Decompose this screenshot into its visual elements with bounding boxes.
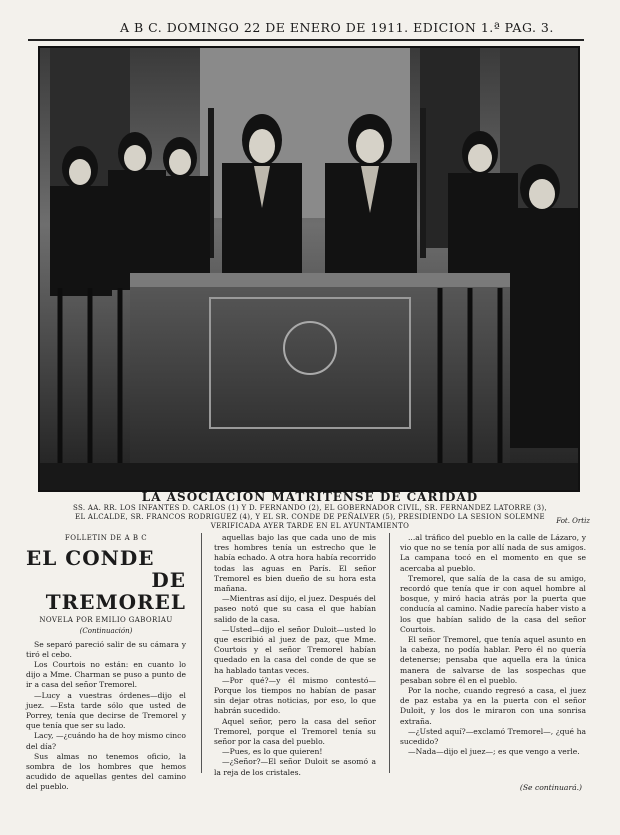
column-2 — [214, 533, 376, 783]
paragraph: —Nada—dijo el juez—; es que vengo a verle. — [408, 747, 580, 757]
column-3 — [400, 533, 586, 783]
continuation-label: (Continuación) — [79, 627, 133, 636]
paragraph: Lacy, —¿cuándo ha de hoy mismo cinco del día? — [26, 731, 186, 751]
novel-title — [26, 547, 186, 613]
column-1 — [26, 533, 186, 792]
novel-title-line1: EL CONDE — [26, 546, 155, 571]
caption-line: VERIFICADA AYER TARDE EN EL AYUNTAMIENTO — [210, 522, 410, 531]
photo-caption — [32, 490, 588, 532]
folletin-label: FOLLETIN DE A B C — [64, 534, 148, 542]
paragraph: —Pues, es lo que quieren! — [222, 747, 323, 757]
paragraph: Aquel señor, pero la casa del señor Tremorel, porque el Tremorel tenía su señor por la casa del pueblo. — [214, 716, 376, 747]
continued-note: (Se continuará.) — [519, 783, 582, 792]
paragraph: aquellas bajo las que cada uno de mis tres hombres tenía un estrecho que le había echado. A otra hora había recorrido todas las aguas en París. El señor Tremorel es bien dueño de su hora esta mañana. — [214, 533, 376, 594]
caption-line: SS. AA. RR. LOS INFANTES D. CARLOS (1) Y D. FERNANDO (2), EL GOBERNADOR CIVIL, SR. FERNANDEZ LATORRE (3), — [73, 504, 547, 512]
caption-line: EL ALCALDE, SR. FRANCOS RODRIGUEZ (4), Y EL SR. CONDE DE PEÑALVER (5), PRESIDIENDO LA SESION SOLEMNE — [75, 513, 545, 522]
novel-title-line2: DE TREMOREL — [45, 568, 186, 615]
paragraph: El señor Tremorel, que tenía aquel asunto en la cabeza, no podía hablar. Pero él no quería detenerse; pensaba que aquella era la única manera de salvarse de las sospechas que pesaban sobre él en el pueblo. — [400, 635, 586, 685]
paragraph: —Lucy a vuestras órdenes—dijo el juez. —Esta tarde sólo que usted de Porrey, tenía que decirse de Tremorel y que tenía que ser su lado. — [26, 690, 186, 731]
page-header: A B C. DOMINGO 22 DE ENERO DE 1911. EDICION 1.ª PAG. 3. — [120, 20, 554, 35]
paragraph: —Usted—dijo el señor Duloit—usted lo que escribió al juez de paz, que Mme. Courtois y el señor Tremorel habían quedado en la casa del conde de que se ha hablado tantas veces. — [214, 624, 376, 675]
paragraph: Se separó pareció salir de su cámara y tiró el cebo. — [26, 639, 186, 659]
paragraph: Sus almas no tenemos oficio, la sombra de los hombres que hemos acudido de aquellas gentes del camino del pueblo. — [26, 751, 186, 792]
paragraph: Tremorel, que salía de la casa de su amigo, recordó que tenía que ir con aquel hombre al bosque, y miró hacia atrás por la puerta que conducía al camino. Nadie parecía haber visto a los que habían salido de la casa del señor Courtois. — [400, 573, 586, 634]
novel-author: NOVELA POR EMILIO GABORIAU — [39, 616, 173, 625]
caption-title: LA ASOCIACION MATRITENSE DE CARIDAD — [141, 490, 479, 504]
paragraph: Los Courtois no están: en cuanto lo dijo a Mme. Charman se puso a punto de ir a casa del señor Tremorel. — [26, 660, 186, 690]
paragraph: —Mientras así dijo, el juez. Después del paseo notó que su casa el que habían salido de la casa. — [214, 594, 376, 624]
paragraph: —Por qué?—y él mismo contestó—Porque los tiempos no habían de pasar sin dejar otras noticias, por eso, lo que habrán sucedido. — [214, 675, 376, 716]
photo-image — [40, 48, 578, 490]
column-divider — [201, 533, 202, 773]
paragraph: —¿Usted aquí?—exclamó Tremorel—, ¿qué ha sucedido? — [400, 726, 586, 747]
column-divider — [389, 533, 390, 773]
header-divider — [28, 39, 584, 41]
paragraph: Por la noche, cuando regresó a casa, el juez de paz estaba ya en la puerta con el señor Duloit, y los dos le miraron con una sonrisa extraña. — [400, 686, 586, 726]
paragraph: —¿Señor?—El señor Duloit se asomó a la reja de los cristales. — [214, 757, 376, 777]
group-photo — [38, 46, 580, 492]
paragraph: ...al tráfico del pueblo en la calle de Lázaro, y vio que no se tenía por allí nada de sus amigos. La campana tocó en el momento en que se acercaba al pueblo. — [400, 533, 586, 573]
photo-credit: Fot. Ortiz — [556, 517, 590, 525]
